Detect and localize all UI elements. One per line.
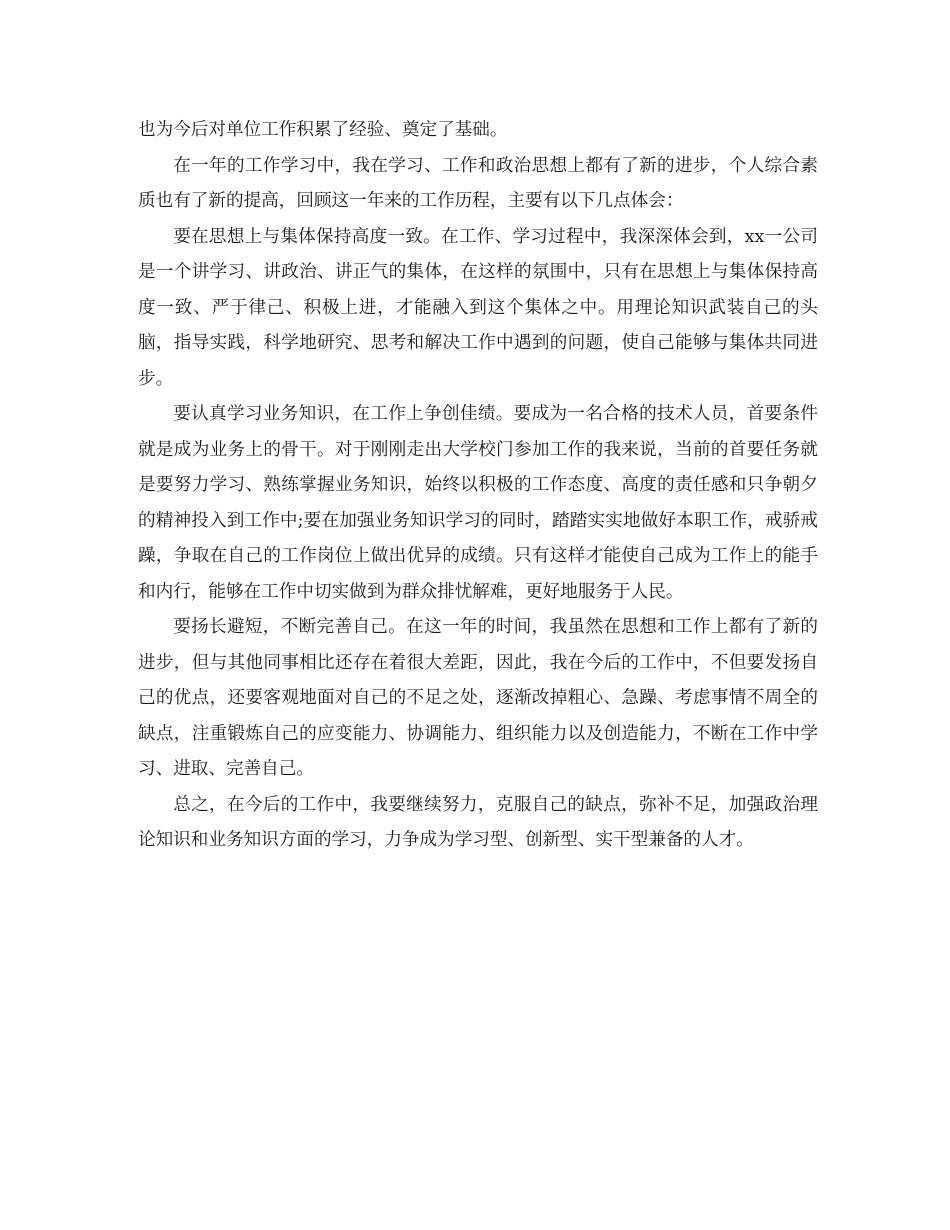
paragraph-business-study: 要认真学习业务知识，在工作上争创佳绩。要成为一名合格的技术人员，首要条件就是成为业务上的骨干。对于刚刚走出大学校门参加工作的我来说，当前的首要任务就是要努力学习、熟练掌握业务知识，始终以积极的工作态度、高度的责任感和只争朝夕的精神投入到工作中;要在加强业务知识学习的同时，踏踏实实地做好本职工作，戒骄戒躁，争取在自己的工作岗位上做出优异的成绩。只有这样才能使自己成为工作上的能手和内行，能够在工作中切实做到为群众排忧解难，更好地服务于人民。 <box>138 404 818 602</box>
paragraph-ideology: 要在思想上与集体保持高度一致。在工作、学习过程中，我深深体会到，xx一公司是一个讲学习、讲政治、讲正气的集体，在这样的氛围中，只有在思想上与集体保持高度一致、严于律己、积极上进，才能融入到这个集体之中。用理论知识武装自己的头脑，指导实践，科学地研究、思考和解决工作中遇到的问题，使自己能够与集体共同进步。 <box>138 226 818 389</box>
paragraph-self-improvement: 要扬长避短，不断完善自己。在这一年的时间，我虽然在思想和工作上都有了新的进步，但与其他同事相比还存在着很大差距，因此，我在今后的工作中，不但要发扬自己的优点，还要客观地面对自己的不足之处，逐渐改掉粗心、急躁、考虑事情不周全的缺点，注重锻炼自己的应变能力、协调能力、组织能力以及创造能力，不断在工作中学习、进取、完善自己。 <box>138 617 818 779</box>
document-body <box>138 113 818 859</box>
paragraph-intro: 在一年的工作学习中，我在学习、工作和政治思想上都有了新的进步，个人综合素质也有了新的提高，回顾这一年来的工作历程，主要有以下几点体会： <box>138 155 818 211</box>
paragraph-continuation: 也为今后对单位工作积累了经验、奠定了基础。 <box>138 120 508 140</box>
paragraph-conclusion: 总之，在今后的工作中，我要继续努力，克服自己的缺点，弥补不足，加强政治理论知识和业务知识方面的学习，力争成为学习型、创新型、实干型兼备的人才。 <box>138 794 818 850</box>
